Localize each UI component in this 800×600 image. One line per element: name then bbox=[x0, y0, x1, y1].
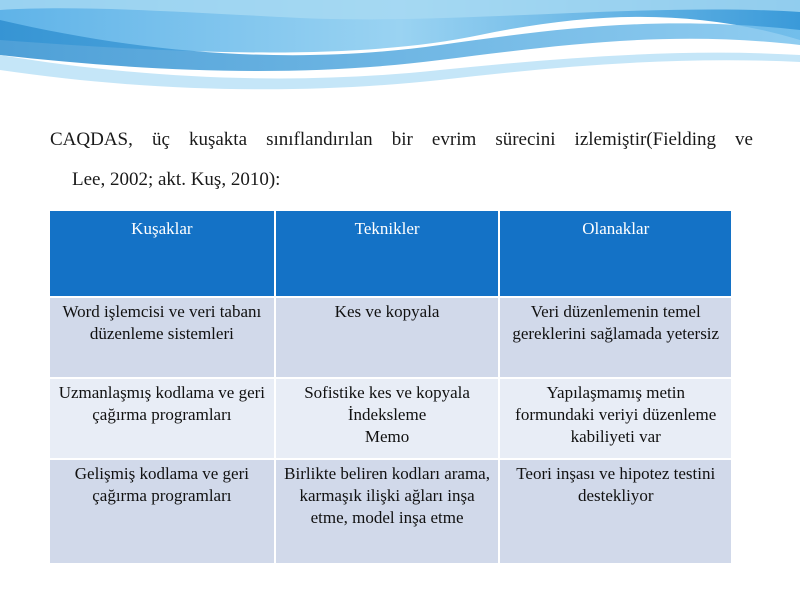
header-kusaklar: Kuşaklar bbox=[50, 211, 275, 297]
cell-generation: Uzmanlaşmış kodlama ve geri çağırma programları bbox=[50, 378, 275, 459]
header-teknikler: Teknikler bbox=[275, 211, 500, 297]
technique-item: Kes ve kopyala bbox=[334, 302, 440, 321]
cell-generation: Word işlemcisi ve veri tabanı düzenleme sistemleri bbox=[50, 297, 275, 378]
cell-techniques bbox=[275, 297, 500, 378]
caqdas-generations-table bbox=[50, 211, 731, 563]
technique-item: Memo bbox=[364, 427, 410, 446]
table-row bbox=[50, 297, 731, 378]
technique-item: İndeksleme bbox=[347, 405, 427, 424]
technique-item: Sofistike kes ve kopyala bbox=[304, 383, 470, 402]
cell-capabilities: Yapılaşmamış metin formundaki veriyi düzenleme kabiliyeti var bbox=[499, 378, 731, 459]
table-row bbox=[50, 378, 731, 459]
intro-line-1: CAQDAS, üç kuşakta sınıflandırılan bir evrim sürecini izlemiştir(Fielding ve bbox=[50, 129, 753, 150]
cell-generation: Gelişmiş kodlama ve geri çağırma programları bbox=[50, 459, 275, 563]
header-olanaklar: Olanaklar bbox=[499, 211, 731, 297]
table-row bbox=[50, 459, 731, 563]
intro-paragraph bbox=[50, 120, 753, 200]
intro-line-2: Lee, 2002; akt. Kuş, 2010): bbox=[72, 169, 281, 190]
decorative-wave-banner bbox=[0, 0, 800, 100]
technique-item: Birlikte beliren kodları arama, karmaşık ilişki ağları inşa etme, model inşa etme bbox=[284, 464, 490, 527]
table-header-row bbox=[50, 211, 731, 297]
cell-techniques bbox=[275, 459, 500, 563]
cell-techniques bbox=[275, 378, 500, 459]
cell-capabilities: Teori inşası ve hipotez testini destekliyor bbox=[499, 459, 731, 563]
cell-capabilities: Veri düzenlemenin temel gereklerini sağlamada yetersiz bbox=[499, 297, 731, 378]
